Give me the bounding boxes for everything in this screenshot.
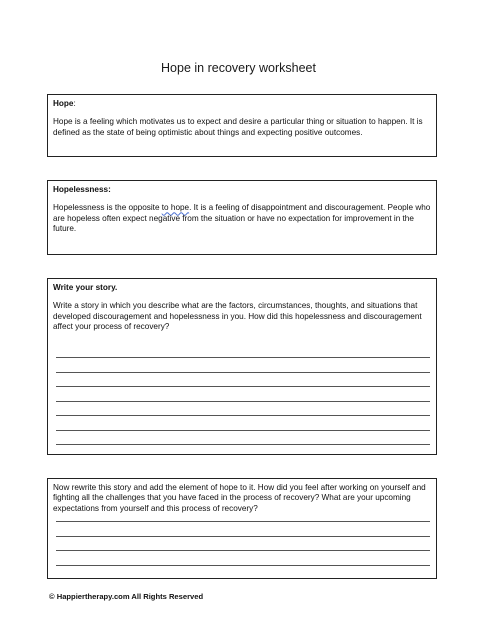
hope-heading-text: Hope bbox=[53, 99, 74, 108]
story-answer-line[interactable] bbox=[56, 372, 430, 373]
rewrite-answer-line[interactable] bbox=[56, 536, 430, 537]
story-answer-line[interactable] bbox=[56, 444, 430, 445]
write-story-heading: Write your story. bbox=[53, 283, 118, 292]
hopelessness-definition bbox=[53, 203, 431, 234]
copyright-footer: © Happiertherapy.com All Rights Reserved bbox=[49, 592, 204, 601]
hopelessness-text-end: . It is a feeling of disappointment and discouragement. People who are hopeless often expect negative from the situation or have no expectation for improvement in the future. bbox=[53, 203, 431, 234]
rewrite-answer-line[interactable] bbox=[56, 521, 430, 522]
hope-definition: Hope is a feeling which motivates us to expect and desire a particular thing or situation to happen. It is defined as the state of being optimistic about things and expecting positive outcomes. bbox=[53, 117, 423, 137]
hope-section bbox=[47, 94, 437, 157]
page-title: Hope in recovery worksheet bbox=[161, 61, 316, 75]
rewrite-story-prompt: Now rewrite this story and add the element of hope to it. How did you feel after working on yourself and fighting all the challenges that you have faced in the process of recovery? What are your upcoming expectations from yourself and this process of recovery? bbox=[53, 483, 426, 513]
story-answer-line[interactable] bbox=[56, 401, 430, 402]
hopelessness-marked-phrase: to hope bbox=[161, 203, 190, 213]
hope-heading-colon: : bbox=[73, 99, 76, 108]
story-answer-line[interactable] bbox=[56, 430, 430, 431]
rewrite-answer-line[interactable] bbox=[56, 565, 430, 566]
rewrite-answer-line[interactable] bbox=[56, 550, 430, 551]
story-answer-line[interactable] bbox=[56, 415, 430, 416]
hopelessness-section bbox=[47, 180, 437, 255]
hope-heading bbox=[53, 99, 431, 109]
story-answer-line[interactable] bbox=[56, 386, 430, 387]
rewrite-story-section bbox=[47, 478, 437, 579]
write-story-section bbox=[47, 278, 437, 455]
hopelessness-heading: Hopelessness: bbox=[53, 185, 111, 194]
write-story-prompt: Write a story in which you describe what are the factors, circumstances, thoughts, and situations that developed discouragement and hopelessness in you. How did this hopelessness and discouragement affect your process of recovery? bbox=[53, 301, 422, 332]
story-answer-line[interactable] bbox=[56, 357, 430, 358]
hopelessness-text-start: Hopelessness is the opposite bbox=[53, 203, 162, 213]
